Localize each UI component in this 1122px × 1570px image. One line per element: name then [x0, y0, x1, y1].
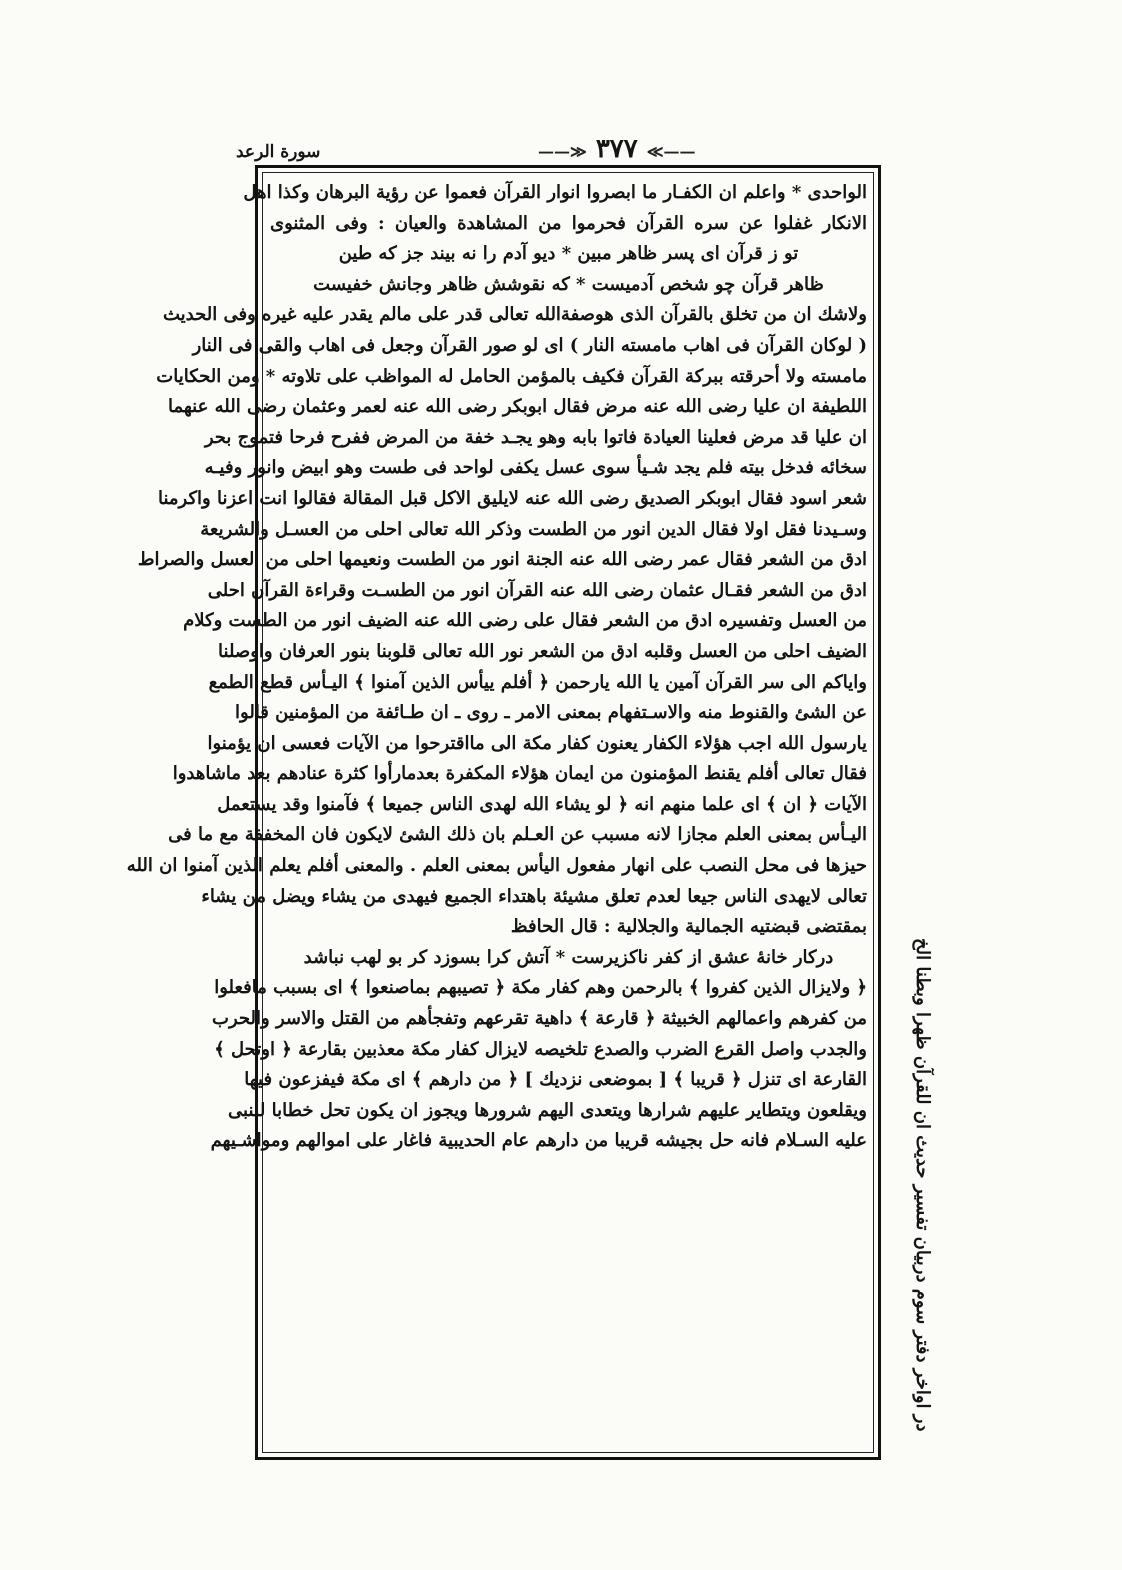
text-line: عن الشئ والقنوط منه والاسـتفهام بمعنى الامر ـ روى ـ ان طـائفة من المؤمنين قالوا: [235, 702, 867, 724]
text-line: ان عليا قد مرض فعلينا العيادة فاتوا بابه وهو يجـد خفة من المرض ففرح فرحا فتموج بحر: [204, 426, 867, 448]
text-line: شعر اسود فقال ابوبكر الصديق رضى الله عنه لايليق الاكل قبل المقالة فقالوا انت اعزنا واكرمنا: [157, 487, 867, 509]
text-line: بمقتضى قبضتيه الجمالية والجلالية : قال الحافظ: [510, 916, 867, 938]
text-line: عليه السـلام فانه حل بجيشه قريبا من دارهم عام الحديبية فاغار على اموالهم ومواشـيهم: [210, 1130, 867, 1152]
running-header-surah-name: سورة الرعد: [236, 142, 321, 162]
ornament-left-icon: ——≫: [538, 142, 587, 161]
text-line: ادق من الشعر فقـال عثمان رضى الله عنه القرآن انور من الطسـت وقراءة القرآن احلى: [207, 579, 867, 601]
text-line: من العسل وتفسيره ادق من الشعر فقال على رضى الله عنه الضيف انور من الطست وكلام: [183, 610, 867, 632]
text-line: ادق من الشعر فقال عمر رضى الله عنه الجنة انور من الطست ونعيمها احلى من العسل والصراط: [137, 549, 867, 571]
text-line: الواحدى * واعلم ان الكفـار ما ابصروا انوار القرآن فعموا عن رؤية البرهان وكذا اهل: [243, 182, 867, 203]
verse-line: تو ز قرآن اى پسر ظاهر مبين * ديو آدم را نه بيند جز كه طين: [338, 243, 799, 265]
ornament-right-icon: ≪——: [646, 142, 696, 161]
text-line: ﴿ ولايزال الذين كفروا ﴾ بالرحمن وهم كفار مكة ﴿ تصيبهم بماصنعوا ﴾ اى بسبب مافعلوا: [214, 977, 867, 999]
text-line: والجدب واصل القرع الضرب والصدع تلخيصه لايزال كفار مكة معذبين بقارعة ﴿ اوتحل ﴾: [214, 1038, 867, 1060]
text-line: اللطيفة ان عليا رضى الله عنه مرض فقال ابوبكر رضى الله عنه لعمر وعثمان رضى الله عنهما: [167, 396, 867, 418]
page-number: [538, 134, 696, 164]
main-text-block: [126, 178, 867, 1157]
verse-line: دركار خانۀ عشق از كفر ناكزيرست * آتش كرا بسوزد كر بو لهب نباشد: [303, 946, 834, 968]
text-line: اليـأس بمعنى العلم مجازا لانه مسبب عن العـلم بان ذلك الشئ لايكون فان المخففة مع ما فى: [168, 824, 867, 846]
text-line: من كفرهم واعمالهم الخبيثة ﴿ قارعة ﴾ داهية تقرعهم وتفجأهم من القتل والاسر والحرب: [212, 1008, 867, 1030]
text-line: ويقلعون ويتطاير عليهم شرارها ويتعدى اليهم شرورها ويجوز ان يكون تحل خطابا للنبى: [228, 1099, 867, 1121]
text-line: الانكار غفلوا عن سره القرآن فحرموا من المشاهدة والعيان : وفى المثنوى: [270, 212, 867, 234]
text-line: ( لوكان القرآن فى اهاب مامسته النار ) اى لو صور القرآن وجعل فى اهاب والقى فى النار: [192, 334, 867, 356]
text-line: الضيف احلى من العسل وقلبه ادق من الشعر نور الله تعالى قلوبنا بنور العرفان واوصلنا: [218, 640, 867, 662]
text-line: ولاشك ان من تخلق بالقرآن الذى هوصفةالله تعالى قدر على مالم يقدر عليه غيره وفى الحديث: [162, 304, 867, 326]
text-line: مامسته ولا أحرقته ببركة القرآن فكيف بالمؤمن الحامل له المواظب على تلاوته * ومن الحكايات: [156, 365, 867, 387]
text-line: الآيات ﴿ ان ﴾ اى علما منهم انه ﴿ لو يشاء الله لهدى الناس جميعا ﴾ فآمنوا وقد يستعمل: [217, 793, 867, 815]
text-line: سخائه فدخل بيته فلم يجد شـيأ سوى عسل يكفى لواحد فى طست وهو ابيض وانور وفيـه: [204, 457, 867, 479]
text-line: واياكم الى سر القرآن آمين يا الله يارحمن ﴿ أفلم ييأس الذين آمنوا ﴾ اليـأس قطع الطمع: [208, 671, 867, 693]
page-number-text: ٣٧٧: [595, 134, 638, 164]
text-line: يارسول الله اجب هؤلاء الكفار يعنون كفار مكة الى مااقترحوا من الآيات فعسى ان يؤمنوا: [207, 732, 867, 754]
text-line: فقال تعالى أفلم يقنط المؤمنون من ايمان هؤلاء المكفرة بعدمارأوا كثرة عنادهم بعد ماشاهدوا: [172, 763, 867, 785]
text-line: القارعة اى تنزل ﴿ قريبا ﴾ [ بموضعى نزديك ] ﴿ من دارهم ﴾ اى مكة فيفزعون فيها: [244, 1069, 867, 1091]
verse-line: ظاهر قرآن چو شخص آدميست * كه نقوشش ظاهر وجانش خفيست: [313, 273, 824, 295]
text-line: تعالى لايهدى الناس جيعا لعدم تعلق مشيئة باهتداء الجميع فيهدى من يشاء ويضل من يشاء: [201, 885, 867, 907]
text-line: حيزها فى محل النصب على انهار مفعول اليأس بمعنى العلم . والمعنى أفلم يعلم الذين آمنوا ان الله: [126, 855, 867, 877]
text-line: وسـيدنا فقل اولا فقال الدين انور من الطست وذكر الله تعالى احلى من العسـل والشريعة: [200, 518, 867, 540]
margin-note: در اواخر دفتر سوم دربيان تفسير حديث ان للقرآن ظهرا وبطنا الخ: [912, 938, 933, 1432]
